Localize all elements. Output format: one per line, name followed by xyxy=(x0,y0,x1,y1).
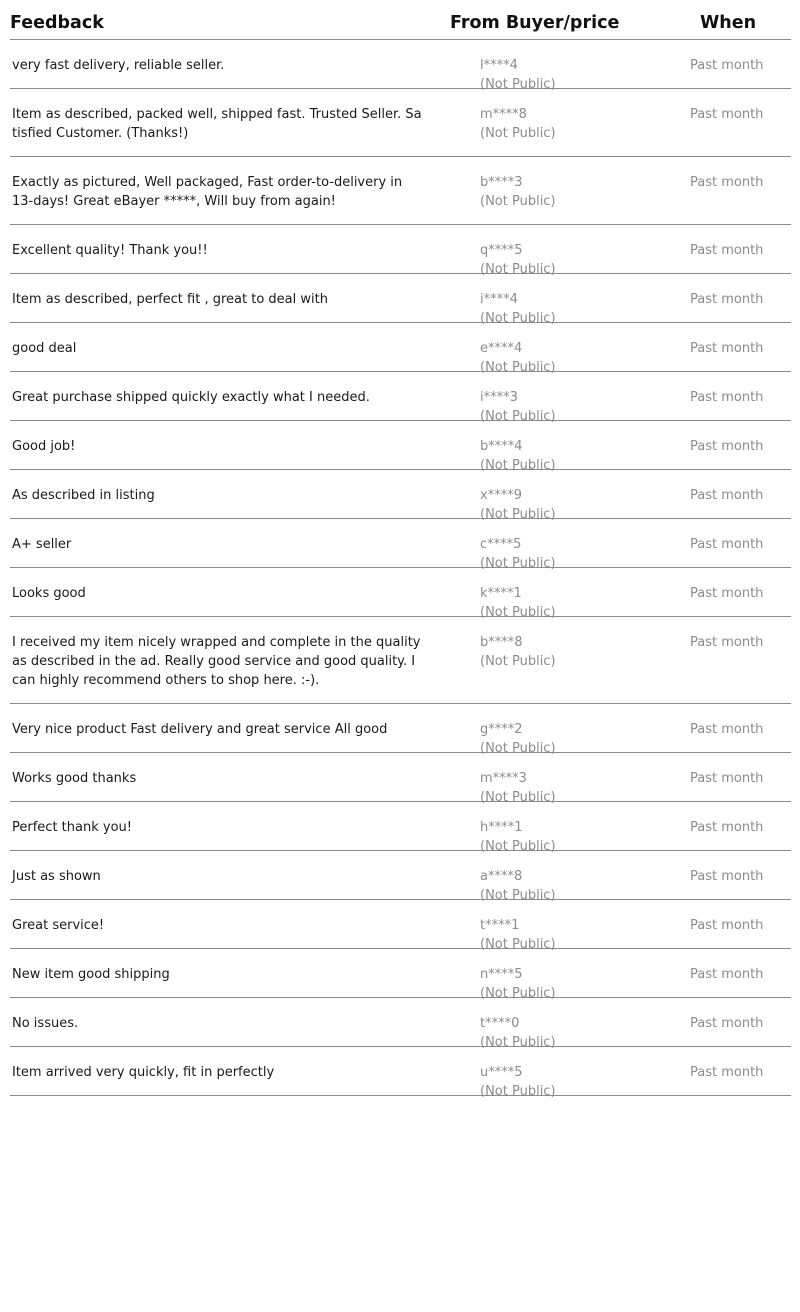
feedback-comment: Very nice product Fast delivery and great service All good xyxy=(12,722,388,737)
buyer-cell xyxy=(480,173,660,211)
buyer-id: i****4 xyxy=(480,292,518,307)
buyer-cell xyxy=(480,633,660,671)
table-row xyxy=(10,323,791,375)
feedback-time: Past month xyxy=(690,175,764,190)
buyer-privacy-note: (Not Public) xyxy=(480,409,556,424)
feedback-time: Past month xyxy=(690,918,764,933)
buyer-privacy-note: (Not Public) xyxy=(480,194,556,209)
buyer-cell xyxy=(480,105,660,143)
buyer-privacy-note: (Not Public) xyxy=(480,605,556,620)
buyer-id: k****1 xyxy=(480,586,522,601)
table-row xyxy=(10,617,791,704)
table-row xyxy=(10,802,791,854)
buyer-privacy-note: (Not Public) xyxy=(480,888,556,903)
buyer-id: q****5 xyxy=(480,243,523,258)
buyer-id: m****3 xyxy=(480,771,527,786)
buyer-id: a****8 xyxy=(480,869,523,884)
table-row xyxy=(10,900,791,952)
buyer-id: b****8 xyxy=(480,635,523,650)
feedback-comment: Good job! xyxy=(12,439,76,454)
table-row xyxy=(10,949,791,1001)
table-row xyxy=(10,225,791,277)
buyer-privacy-note: (Not Public) xyxy=(480,360,556,375)
table-row xyxy=(10,157,791,225)
table-row xyxy=(10,519,791,571)
table-header xyxy=(10,0,791,40)
feedback-comment: Exactly as pictured, Well packaged, Fast order-to-delivery in 13-days! Great eBayer *****, Will buy from again! xyxy=(12,175,403,209)
buyer-privacy-note: (Not Public) xyxy=(480,839,556,854)
feedback-comment: Works good thanks xyxy=(12,771,137,786)
feedback-time: Past month xyxy=(690,341,764,356)
feedback-comment: New item good shipping xyxy=(12,967,170,982)
feedback-table xyxy=(10,0,791,1099)
feedback-time: Past month xyxy=(690,439,764,454)
buyer-id: t****0 xyxy=(480,1016,520,1031)
buyer-id: x****9 xyxy=(480,488,522,503)
feedback-time: Past month xyxy=(690,771,764,786)
feedback-comment: Item as described, perfect fit , great to deal with xyxy=(12,292,328,307)
buyer-id: t****1 xyxy=(480,918,520,933)
feedback-comment: Excellent quality! Thank you!! xyxy=(12,243,208,258)
table-row xyxy=(10,1047,791,1099)
buyer-privacy-note: (Not Public) xyxy=(480,1084,556,1099)
buyer-privacy-note: (Not Public) xyxy=(480,741,556,756)
buyer-privacy-note: (Not Public) xyxy=(480,790,556,805)
feedback-comment: I received my item nicely wrapped and complete in the quality as described in the ad. Really good service and good quality. I can highly recommend others to shop here. :-). xyxy=(12,635,421,688)
feedback-comment: Great purchase shipped quickly exactly what I needed. xyxy=(12,390,370,405)
column-header-feedback: Feedback xyxy=(10,13,104,33)
buyer-id: c****5 xyxy=(480,537,522,552)
feedback-comment: A+ seller xyxy=(12,537,72,552)
buyer-privacy-note: (Not Public) xyxy=(480,986,556,1001)
table-row xyxy=(10,421,791,473)
feedback-comment: Item as described, packed well, shipped fast. Trusted Seller. Satisfied Customer. (Thanks!) xyxy=(12,107,422,141)
feedback-time: Past month xyxy=(690,1016,764,1031)
column-header-when: When xyxy=(700,13,757,33)
feedback-time: Past month xyxy=(690,820,764,835)
table-row xyxy=(10,89,791,157)
buyer-id: i****3 xyxy=(480,390,518,405)
buyer-privacy-note: (Not Public) xyxy=(480,262,556,277)
buyer-privacy-note: (Not Public) xyxy=(480,937,556,952)
buyer-privacy-note: (Not Public) xyxy=(480,507,556,522)
feedback-comment: very fast delivery, reliable seller. xyxy=(12,58,225,73)
feedback-comment: Just as shown xyxy=(12,869,101,884)
buyer-privacy-note: (Not Public) xyxy=(480,654,556,669)
feedback-time: Past month xyxy=(690,488,764,503)
feedback-time: Past month xyxy=(690,586,764,601)
feedback-comment: Perfect thank you! xyxy=(12,820,132,835)
feedback-time: Past month xyxy=(690,390,764,405)
buyer-id: n****5 xyxy=(480,967,523,982)
feedback-time: Past month xyxy=(690,722,764,737)
buyer-privacy-note: (Not Public) xyxy=(480,458,556,473)
column-header-buyer-price: From Buyer/price xyxy=(450,13,620,33)
feedback-time: Past month xyxy=(690,635,764,650)
feedback-time: Past month xyxy=(690,107,764,122)
buyer-id: b****4 xyxy=(480,439,523,454)
feedback-time: Past month xyxy=(690,967,764,982)
buyer-id: m****8 xyxy=(480,107,527,122)
table-row xyxy=(10,274,791,326)
buyer-id: h****1 xyxy=(480,820,523,835)
buyer-id: l****4 xyxy=(480,58,518,73)
buyer-id: u****5 xyxy=(480,1065,523,1080)
feedback-comment: Looks good xyxy=(12,586,86,601)
table-row xyxy=(10,998,791,1050)
feedback-comment: Great service! xyxy=(12,918,105,933)
feedback-time: Past month xyxy=(690,58,764,73)
buyer-cell xyxy=(480,1063,660,1101)
feedback-comment: good deal xyxy=(12,341,77,356)
table-row xyxy=(10,470,791,522)
feedback-time: Past month xyxy=(690,537,764,552)
buyer-privacy-note: (Not Public) xyxy=(480,77,556,92)
buyer-id: g****2 xyxy=(480,722,523,737)
feedback-comment: As described in listing xyxy=(12,488,155,503)
buyer-id: e****4 xyxy=(480,341,523,356)
table-row xyxy=(10,40,791,92)
feedback-time: Past month xyxy=(690,292,764,307)
table-row xyxy=(10,372,791,424)
buyer-privacy-note: (Not Public) xyxy=(480,126,556,141)
buyer-privacy-note: (Not Public) xyxy=(480,1035,556,1050)
feedback-comment: No issues. xyxy=(12,1016,79,1031)
table-row xyxy=(10,568,791,620)
table-row xyxy=(10,851,791,903)
buyer-privacy-note: (Not Public) xyxy=(480,556,556,571)
table-row xyxy=(10,753,791,805)
buyer-privacy-note: (Not Public) xyxy=(480,311,556,326)
table-row xyxy=(10,704,791,756)
feedback-comment: Item arrived very quickly, fit in perfectly xyxy=(12,1065,275,1080)
buyer-id: b****3 xyxy=(480,175,523,190)
feedback-time: Past month xyxy=(690,1065,764,1080)
feedback-time: Past month xyxy=(690,869,764,884)
feedback-time: Past month xyxy=(690,243,764,258)
